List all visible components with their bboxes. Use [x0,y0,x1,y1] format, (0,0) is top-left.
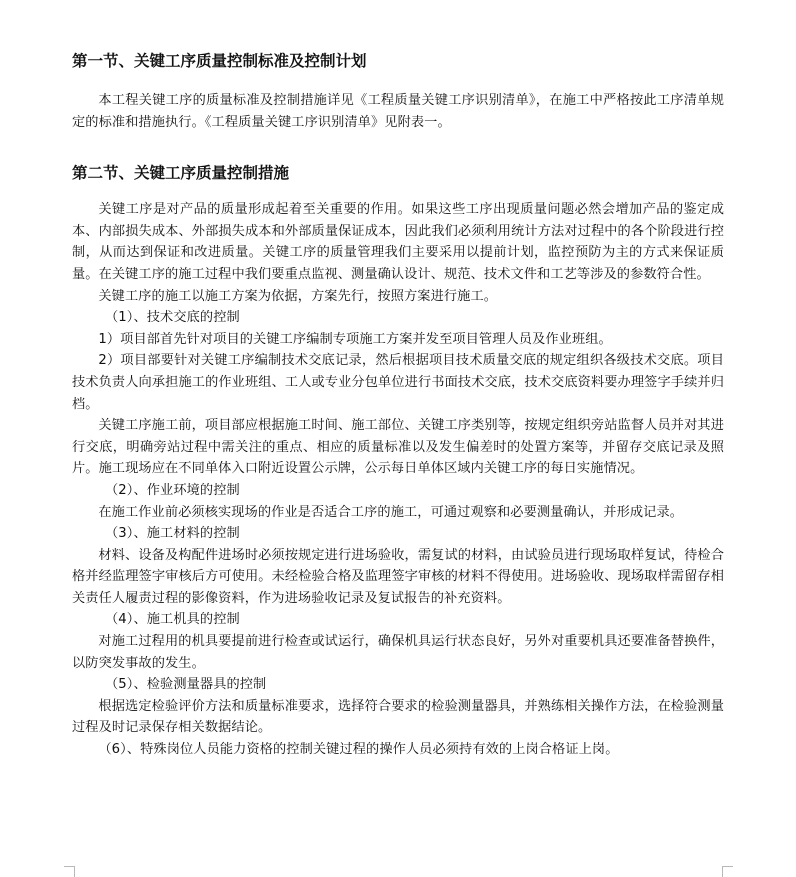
subheading-measuring-instruments: （5）、检验测量器具的控制 [105,677,267,693]
section-2-intro-paragraph: 关键工序是对产品的质量形成起着至关重要的作用。如果这些工序出现质量问题必然会增加产品的鉴定成本、内部损失成本、外部损失成本和外部质量保证成本，因此我们必须利用统计方法对过程中的各个阶段进行控制，从而达到保证和改进质量。关键工序的质量管理我们主要采用以提前计划，监控预防为主的方式来保证质量。在关键工序的施工过程中我们要重点监视、测量确认设计、规范、技术文件和工艺等涉及的参数符合性。 [72,202,724,282]
special-personnel-paragraph: （6）、特殊岗位人员能力资格的控制关键过程的操作人员必须持有效的上岗合格证上岗。 [98,742,619,758]
section-1-heading: 第一节、关键工序质量控制标准及控制计划 [72,52,367,70]
page-corner-mark-right [722,866,733,877]
subheading-technical-briefing: （1）、技术交底的控制 [105,310,240,326]
section-2-heading: 第二节、关键工序质量控制措施 [72,164,290,183]
work-environment-paragraph: 在施工作业前必须核实现场的作业是否适合工序的施工，可通过观察和必要测量确认，并形成记录。 [98,504,684,520]
subheading-work-environment: （2）、作业环境的控制 [105,482,240,498]
section-1-paragraph: 本工程关键工序的质量标准及控制措施详见《工程质量关键工序识别清单》，在施工中严格按此工序清单规定的标准和措施执行。《工程质量关键工序识别清单》见附表一。 [72,93,724,130]
briefing-supervision-paragraph: 关键工序施工前，项目部应根据施工时间、施工部位、关键工序类别等，按规定组织旁站监督人员并对其进行交底，明确旁站过程中需关注的重点、相应的质量标准以及发生偏差时的处置方案等，并留存交底记录及照片。施工现场应在不同单体入口附近设置公示牌，公示每日单体区域内关键工序的每日实施情况。 [72,418,724,477]
page-corner-mark-left [64,866,75,877]
subheading-machinery: （4）、施工机具的控制 [105,612,240,628]
measuring-instruments-paragraph: 根据选定检验评价方法和质量标准要求，选择符合要求的检验测量器具，并熟练相关操作方法，在检验测量过程及时记录保存相关数据结论。 [72,698,724,736]
briefing-item-1: 1）项目部首先针对项目的关键工序编制专项施工方案并发至项目管理人员及作业班组。 [98,331,612,347]
materials-paragraph: 材料、设备及构配件进场时必须按规定进行进场验收，需复试的材料，由试验员进行现场取样复试，待检合格并经监理签字审核后方可使用。未经检验合格及监理签字审核的材料不得使用。进场验收、现场取样需留存相关责任人履责过程的影像资料，作为进场验收记录及复试报告的补充资料。 [72,547,724,606]
briefing-item-2: 2）项目部要针对关键工序编制技术交底记录，然后根据项目技术质量交底的规定组织各级技术交底。项目技术负责人向承担施工的作业班组、工人或专业分包单位进行书面技术交底，技术交底资料要办理签字手续并归档。 [72,353,724,412]
page-content [72,50,724,761]
subheading-materials: （3）、施工材料的控制 [105,526,240,542]
machinery-paragraph: 对施工过程用的机具要提前进行检查或试运行，确保机具运行状态良好，另外对重要机具还要准备替换件，以防突发事故的发生。 [72,634,724,671]
section-2-plan-paragraph: 关键工序的施工以施工方案为依据，方案先行，按照方案进行施工。 [98,288,498,304]
